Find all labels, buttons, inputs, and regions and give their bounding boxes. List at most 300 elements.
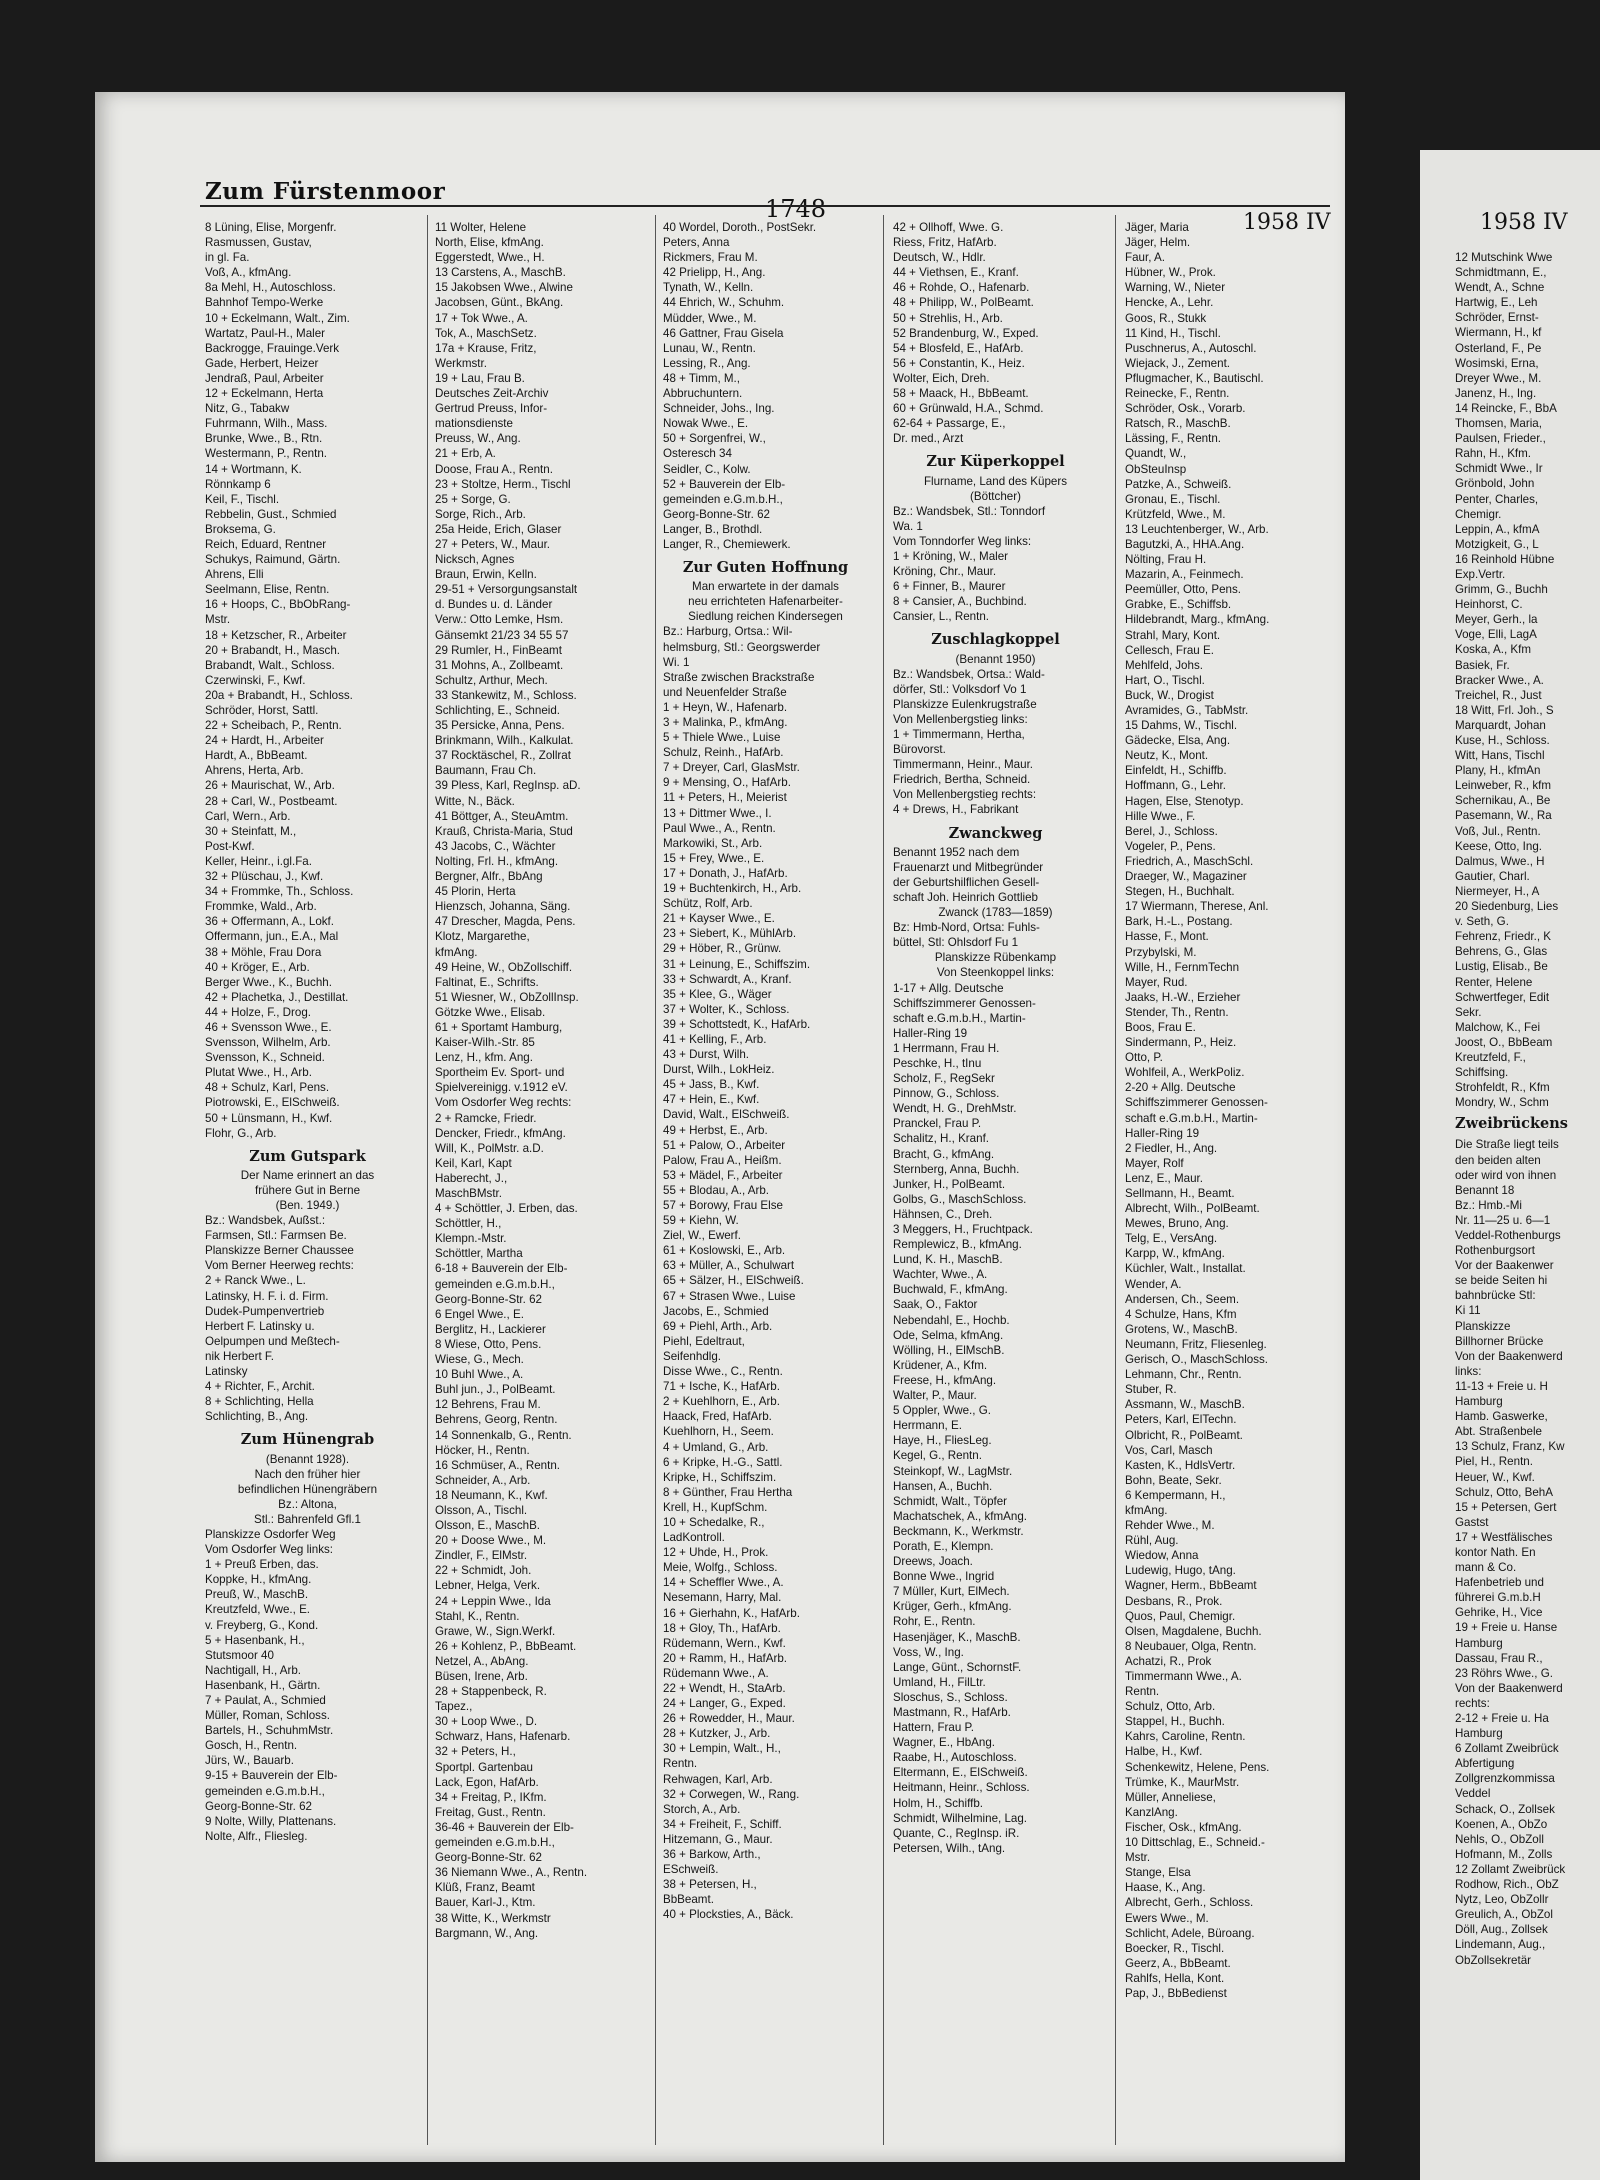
directory-entry: Nolte, Alfr., Fliesleg. bbox=[205, 1829, 308, 1843]
directory-entry: Keese, Otto, Ing. bbox=[1455, 839, 1543, 853]
directory-entry: Schmidtmann, E., bbox=[1455, 266, 1547, 280]
directory-entry: 24 + Langer, G., Exped. bbox=[663, 1697, 786, 1711]
directory-entry: 57 + Borowy, Frau Else bbox=[663, 1199, 783, 1212]
directory-entry: Bartels, H., SchuhmMstr. bbox=[205, 1724, 334, 1738]
directory-entry: Voß, A., kfmAng. bbox=[205, 266, 292, 280]
directory-entry: 44 + Holze, F., Drog. bbox=[205, 1005, 312, 1019]
directory-entry: 8 + Schlichting, Hella bbox=[205, 1395, 314, 1409]
directory-entry: gemeinden e.G.m.b.H., bbox=[663, 492, 783, 506]
directory-entry: kfmAng. bbox=[435, 945, 478, 959]
directory-entry: Reich, Eduard, Rentner bbox=[205, 537, 327, 551]
directory-entry: 39 Pless, Karl, RegInsp. aD. bbox=[435, 779, 581, 793]
directory-entry: Müdder, Wwe., M. bbox=[663, 311, 757, 325]
directory-entry: büttel, Stl: Ohlsdorf Fu 1 bbox=[893, 936, 1019, 950]
directory-entry: gemeinden e.G.m.b.H., bbox=[435, 1836, 555, 1850]
street-heading: Zum Gutspark bbox=[249, 1147, 366, 1165]
directory-entry: Wi. 1 bbox=[663, 655, 690, 669]
directory-entry: Schmidt, Walt., Töpfer bbox=[893, 1494, 1008, 1508]
directory-entry: 1 + Kröning, W., Maler bbox=[893, 549, 1009, 563]
directory-entry: Hähnsen, C., Dreh. bbox=[893, 1207, 993, 1221]
directory-entry: 6 + Finner, B., Maurer bbox=[893, 580, 1006, 594]
directory-entry: Geerz, A., BbBeamt. bbox=[1125, 1956, 1231, 1970]
directory-entry: Schröder, Osk., Vorarb. bbox=[1125, 402, 1246, 416]
directory-entry: Vom Osdorfer Weg links: bbox=[205, 1543, 334, 1557]
directory-entry: Planskizze bbox=[1455, 1319, 1511, 1333]
directory-entry: Schernikau, A., Be bbox=[1455, 794, 1551, 808]
directory-entry: 1 Herrmann, Frau H. bbox=[893, 1041, 1000, 1055]
directory-entry: Rodhow, Rich., ObZ bbox=[1455, 1878, 1559, 1892]
directory-entry: 19 + Freie u. Hanse bbox=[1455, 1621, 1558, 1635]
directory-entry: Paulsen, Frieder., bbox=[1455, 432, 1546, 446]
directory-entry: BbBeamt. bbox=[663, 1893, 714, 1907]
directory-entry: Nitz, G., Tabakw bbox=[205, 402, 290, 416]
directory-entry: Bark, H.-L., Postang. bbox=[1125, 915, 1233, 929]
directory-entry: 32 + Peters, H., bbox=[435, 1745, 516, 1759]
listing-column-3 bbox=[663, 220, 868, 1923]
directory-entry: Keil, F., Tischl. bbox=[205, 492, 280, 506]
directory-entry: 19 + Lau, Frau B. bbox=[435, 371, 525, 385]
directory-entry: Mazarin, A., Feinmech. bbox=[1125, 568, 1244, 582]
directory-entry: führerei G.m.b.H bbox=[1455, 1591, 1541, 1605]
directory-entry: Hille Wwe., F. bbox=[1125, 809, 1196, 823]
directory-entry: Bohn, Beate, Sekr. bbox=[1125, 1473, 1222, 1487]
directory-entry: Nowak Wwe., E. bbox=[663, 417, 749, 431]
directory-entry: Scholz, F., RegSekr bbox=[893, 1072, 995, 1086]
directory-entry: Pap, J., BbBedienst bbox=[1125, 1986, 1227, 2000]
listing-column-5 bbox=[1125, 220, 1325, 2001]
directory-entry: Nachtigall, H., Arb. bbox=[205, 1663, 302, 1677]
directory-entry: 40 Wordel, Doroth., PostSekr. bbox=[663, 221, 817, 234]
directory-entry: 4 + Schöttler, J. Erben, das. bbox=[435, 1202, 578, 1216]
directory-entry: Buhl jun., J., PolBeamt. bbox=[435, 1383, 556, 1397]
directory-entry: Osteresch 34 bbox=[663, 447, 732, 461]
directory-entry: Dreyer Wwe., M. bbox=[1455, 371, 1542, 385]
directory-entry: 42 + Ollhoff, Wwe. G. bbox=[893, 221, 1004, 234]
directory-entry: 46 + Svensson Wwe., E. bbox=[205, 1020, 332, 1034]
directory-entry: Dr. med., Arzt bbox=[893, 432, 964, 446]
directory-entry: Latinsky bbox=[205, 1365, 248, 1379]
directory-entry: 63 + Müller, A., Schulwart bbox=[663, 1259, 795, 1273]
directory-entry: Schiffszimmerer Genossen- bbox=[893, 996, 1036, 1010]
directory-entry: 40 + Kröger, E., Arb. bbox=[205, 960, 310, 974]
directory-entry: Von Mellenbergstieg rechts: bbox=[893, 788, 1037, 802]
directory-entry: in gl. Fa. bbox=[205, 251, 250, 265]
directory-entry: Haase, K., Ang. bbox=[1125, 1881, 1206, 1895]
directory-entry: Rahn, H., Kfm. bbox=[1455, 447, 1532, 461]
street-title-header: Zum Fürstenmoor bbox=[205, 178, 446, 205]
directory-entry: Von der Baakenwerd bbox=[1455, 1681, 1563, 1695]
directory-entry: Faur, A. bbox=[1125, 251, 1165, 265]
directory-entry: 28 + Stappenbeck, R. bbox=[435, 1685, 547, 1699]
directory-entry: Benannt 1952 nach dem bbox=[893, 845, 1020, 859]
directory-entry: Heitmann, Heinr., Schloss. bbox=[893, 1781, 1030, 1795]
directory-entry: Achatzi, R., Prok bbox=[1125, 1654, 1212, 1668]
directory-entry: 41 Böttger, A., SteuAmtm. bbox=[435, 809, 569, 823]
directory-entry: Neumann, Fritz, Fliesenleg. bbox=[1125, 1337, 1267, 1351]
directory-entry: Draeger, W., Magaziner bbox=[1125, 870, 1247, 884]
directory-entry: Greulich, A., ObZol bbox=[1455, 1908, 1553, 1922]
directory-entry: Nehls, O., ObZoll bbox=[1455, 1832, 1544, 1846]
directory-entry: Riess, Fritz, HafArb. bbox=[893, 236, 997, 250]
directory-entry: 2-20 + Allg. Deutsche bbox=[1125, 1081, 1236, 1095]
directory-entry: Vom Tonndorfer Weg links: bbox=[893, 534, 1032, 548]
directory-entry: Rahlfs, Hella, Kont. bbox=[1125, 1971, 1225, 1985]
directory-entry: Vor der Baakenwer bbox=[1455, 1259, 1554, 1273]
directory-entry: 23 Röhrs Wwe., G. bbox=[1455, 1666, 1553, 1680]
column-divider bbox=[883, 215, 884, 2145]
directory-entry: Ki 11 bbox=[1455, 1304, 1481, 1318]
directory-entry: Keller, Heinr., i.gl.Fa. bbox=[205, 854, 312, 868]
directory-entry: 10 + Schedalke, R., bbox=[663, 1515, 765, 1529]
directory-entry: 48 + Philipp, W., PolBeamt. bbox=[893, 296, 1034, 310]
directory-entry: Planskizze Berner Chaussee bbox=[205, 1244, 354, 1258]
directory-entry: 36 Niemann Wwe., A., Rentn. bbox=[435, 1866, 588, 1880]
directory-entry: Schiffsing. bbox=[1455, 1066, 1509, 1080]
directory-entry: Zwanck (1783—1859) bbox=[938, 906, 1053, 920]
directory-entry: Carl, Wern., Arb. bbox=[205, 809, 291, 823]
directory-entry: Planskizze Rübenkamp bbox=[934, 951, 1057, 965]
directory-entry: Motzigkeit, G., L bbox=[1455, 537, 1539, 551]
directory-entry: Tok, A., MaschSetz. bbox=[435, 326, 537, 340]
directory-entry: 4 Schulze, Hans, Kfm bbox=[1125, 1307, 1237, 1321]
directory-entry: Mewes, Bruno, Ang. bbox=[1125, 1217, 1229, 1231]
directory-entry: Bürovorst. bbox=[893, 743, 946, 757]
directory-entry: gemeinden e.G.m.b.H., bbox=[205, 1784, 325, 1798]
directory-entry: befindlichen Hünengräbern bbox=[237, 1482, 378, 1496]
directory-entry: Friedrich, A., MaschSchl. bbox=[1125, 854, 1254, 868]
directory-entry: 8 Wiese, Otto, Pens. bbox=[435, 1337, 542, 1351]
directory-entry: 41 + Kelling, F., Arb. bbox=[663, 1032, 767, 1046]
directory-entry: Ode, Selma, kfmAng. bbox=[893, 1328, 1004, 1342]
directory-entry: Gänsemkt 21/23 34 55 57 bbox=[435, 628, 569, 642]
directory-entry: Veddel bbox=[1455, 1787, 1491, 1801]
directory-entry: Peters, Anna bbox=[663, 236, 730, 250]
directory-entry: Bz: Hmb-Nord, Ortsa: Fuhls- bbox=[893, 921, 1040, 935]
directory-entry: Gronau, E., Tischl. bbox=[1125, 492, 1221, 506]
directory-entry: 13 + Dittmer Wwe., I. bbox=[663, 806, 772, 820]
directory-entry: Brabandt, Walt., Schloss. bbox=[205, 658, 335, 672]
directory-entry: Mehlfeld, Johs. bbox=[1125, 658, 1203, 672]
directory-entry: Petersen, Wilh., tAng. bbox=[893, 1841, 1006, 1855]
directory-entry: Bahnhof Tempo-Werke bbox=[205, 296, 324, 310]
directory-entry: 31 + Leinung, E., Schiffszim. bbox=[663, 957, 811, 971]
directory-entry: Gade, Herbert, Heizer bbox=[205, 356, 319, 370]
directory-entry: 52 + Bauverein der Elb- bbox=[663, 477, 786, 491]
directory-entry: Grönbold, John bbox=[1455, 477, 1535, 491]
directory-entry: 44 + Viethsen, E., Kranf. bbox=[893, 266, 1019, 280]
directory-entry: frühere Gut in Berne bbox=[254, 1183, 361, 1197]
directory-entry: 11-13 + Freie u. H bbox=[1455, 1379, 1548, 1393]
directory-entry: Friedrich, Bertha, Schneid. bbox=[893, 773, 1031, 787]
directory-entry: 1-17 + Allg. Deutsche bbox=[893, 981, 1004, 995]
directory-entry: Pasemann, W., Ra bbox=[1455, 809, 1552, 823]
directory-entry: 17a + Krause, Fritz, bbox=[435, 341, 537, 355]
directory-entry: Wohlfeil, A., WerkPoliz. bbox=[1125, 1066, 1245, 1080]
directory-entry: Andersen, Ch., Seem. bbox=[1125, 1292, 1240, 1306]
directory-entry: 48 + Timm, M., bbox=[663, 371, 740, 385]
directory-entry: Georg-Bonne-Str. 62 bbox=[435, 1851, 542, 1865]
directory-entry: Schulz, Reinh., HafArb. bbox=[663, 746, 784, 760]
directory-entry: Langer, R., Chemiewerk. bbox=[663, 537, 791, 551]
directory-entry: David, Walt., ElSchweiß. bbox=[663, 1108, 790, 1122]
directory-entry: helmsburg, Stl.: Georgswerder bbox=[663, 640, 821, 654]
directory-entry: Westermann, P., Rentn. bbox=[205, 447, 328, 461]
directory-entry: den beiden alten bbox=[1455, 1153, 1541, 1167]
directory-entry: Höcker, H., Rentn. bbox=[435, 1443, 530, 1457]
directory-entry: Sindermann, P., Heiz. bbox=[1125, 1036, 1237, 1050]
directory-entry: 10 Buhl Wwe., A. bbox=[435, 1368, 524, 1382]
directory-entry: Hübner, W., Prok. bbox=[1125, 266, 1216, 280]
directory-entry: Albrecht, Gerh., Schloss. bbox=[1125, 1896, 1254, 1910]
directory-entry: Von Mellenbergstieg links: bbox=[893, 712, 1028, 726]
directory-entry: Wolter, Eich, Dreh. bbox=[893, 371, 990, 385]
directory-entry: 3 + Malinka, P., kfmAng. bbox=[663, 716, 788, 729]
directory-entry: Hencke, A., Lehr. bbox=[1125, 296, 1214, 310]
directory-entry: Offermann, jun., E.A., Mal bbox=[205, 930, 339, 944]
directory-entry: Lässing, F., Rentn. bbox=[1125, 432, 1222, 446]
directory-entry: 21 + Erb, A. bbox=[435, 447, 496, 461]
column-divider bbox=[427, 215, 428, 2145]
directory-entry: Schmidt Wwe., Ir bbox=[1455, 462, 1543, 476]
directory-entry: 33 + Schwardt, A., Kranf. bbox=[663, 972, 792, 986]
directory-entry: Berger Wwe., K., Buchh. bbox=[205, 975, 332, 989]
directory-entry: 35 + Klee, G., Wäger bbox=[663, 987, 772, 1001]
directory-entry: Reinecke, F., Rentn. bbox=[1125, 387, 1230, 401]
directory-entry: Krützfeld, Wwe., M. bbox=[1125, 507, 1226, 521]
header-rule bbox=[200, 205, 1330, 207]
directory-entry: Bauer, Karl-J., Ktm. bbox=[435, 1896, 536, 1910]
directory-entry: Haller-Ring 19 bbox=[1125, 1126, 1200, 1140]
directory-entry: Hofmann, M., Zolls bbox=[1455, 1847, 1553, 1861]
directory-entry: Exp.Vertr. bbox=[1455, 567, 1506, 581]
directory-entry: 8a Mehl, H., Autoschloss. bbox=[205, 281, 336, 295]
directory-entry: Bz.: Wandsbek, Ortsa.: Wald- bbox=[893, 667, 1045, 681]
directory-entry: 34 + Freiheit, F., Schiff. bbox=[663, 1817, 782, 1831]
directory-entry: 18 + Gloy, Th., HafArb. bbox=[663, 1621, 781, 1635]
directory-entry: Warning, W., Nieter bbox=[1125, 281, 1226, 295]
directory-entry: Wölling, H., ElMschB. bbox=[893, 1343, 1005, 1357]
directory-entry: Leinweber, R., kfm bbox=[1455, 779, 1552, 793]
directory-entry: 1 + Heyn, W., Hafenarb. bbox=[663, 700, 788, 714]
directory-entry: Quandt, W., bbox=[1125, 447, 1187, 461]
directory-entry: Pinnow, G., Schloss. bbox=[893, 1087, 1000, 1101]
directory-entry: 13 Leuchtenberger, W., Arb. bbox=[1125, 522, 1269, 536]
directory-entry: 12 + Eckelmann, Herta bbox=[205, 387, 324, 401]
directory-entry: Backrogge, Frauinge.Verk bbox=[205, 341, 340, 355]
directory-entry: Krüdener, A., Kfm. bbox=[893, 1358, 988, 1372]
directory-entry: Albrecht, Wilh., PolBeamt. bbox=[1125, 1202, 1260, 1216]
directory-entry: 32 + Plüschau, J., Kwf. bbox=[205, 870, 324, 884]
directory-entry: Straße zwischen Brackstraße bbox=[663, 670, 815, 684]
directory-entry: Wartatz, Paul-H., Maler bbox=[205, 326, 326, 340]
directory-entry: Lenz, H., kfm. Ang. bbox=[435, 1051, 533, 1065]
directory-entry: 17 + Westfälisches bbox=[1455, 1530, 1553, 1544]
directory-entry: Stappel, H., Buchh. bbox=[1125, 1715, 1225, 1729]
directory-entry: 37 + Wolter, K., Schloss. bbox=[663, 1002, 790, 1016]
directory-entry: 36 + Offermann, A., Lokf. bbox=[205, 915, 335, 929]
directory-entry: 52 Brandenburg, W., Exped. bbox=[893, 326, 1039, 340]
directory-entry: Gastst bbox=[1455, 1515, 1489, 1529]
directory-entry: Grimm, G., Buchh bbox=[1455, 583, 1548, 597]
directory-entry: Schöttler, H., bbox=[435, 1217, 502, 1231]
directory-entry: 69 + Piehl, Arth., Arb. bbox=[663, 1319, 773, 1333]
directory-entry: (Benannt 1950) bbox=[955, 652, 1036, 666]
directory-entry: Boecker, R., Tischl. bbox=[1125, 1941, 1225, 1955]
directory-entry: 51 Wiesner, W., ObZollInsp. bbox=[435, 990, 579, 1004]
directory-entry: 9 + Mensing, O., HafArb. bbox=[663, 776, 791, 790]
directory-entry: Raabe, H., Autoschloss. bbox=[893, 1751, 1017, 1765]
directory-entry: 48 + Schulz, Karl, Pens. bbox=[205, 1081, 330, 1095]
directory-entry: 20a + Brabandt, H., Schloss. bbox=[205, 688, 353, 702]
directory-entry: Storch, A., Arb. bbox=[663, 1802, 741, 1816]
directory-entry: Gosch, H., Rentn. bbox=[205, 1739, 298, 1753]
adjacent-page-column bbox=[1455, 250, 1600, 1968]
directory-entry: links: bbox=[1455, 1364, 1482, 1378]
directory-entry: Spielvereinigg. v.1912 eV. bbox=[435, 1081, 568, 1095]
directory-entry: Lehmann, Chr., Rentn. bbox=[1125, 1368, 1242, 1382]
directory-entry: Bagutzki, A., HHA.Ang. bbox=[1125, 537, 1245, 551]
directory-entry: 33 Stankewitz, M., Schloss. bbox=[435, 688, 577, 702]
directory-entry: Hattern, Frau P. bbox=[893, 1721, 974, 1735]
directory-entry: Bz.: Wandsbek, Außst.: bbox=[205, 1214, 326, 1228]
directory-entry: Disse Wwe., C., Rentn. bbox=[663, 1365, 783, 1379]
directory-entry: mann & Co. bbox=[1455, 1561, 1517, 1575]
page-number: 1748 bbox=[765, 195, 827, 223]
directory-entry: 2-12 + Freie u. Ha bbox=[1455, 1712, 1549, 1725]
directory-entry: Billhorner Brücke bbox=[1455, 1334, 1544, 1348]
directory-entry: Schöttler, Martha bbox=[435, 1247, 523, 1261]
directory-entry: Küchler, Walt., Installat. bbox=[1125, 1262, 1246, 1276]
directory-entry: Schlichting, E., Schneid. bbox=[435, 704, 561, 717]
directory-entry: Bergner, Alfr., BbAng bbox=[435, 870, 543, 884]
directory-entry: Cellesch, Frau E. bbox=[1125, 643, 1214, 657]
directory-entry: Mstr. bbox=[205, 613, 231, 627]
directory-entry: Mayer, Rolf bbox=[1125, 1156, 1184, 1170]
directory-entry: Buck, W., Drogist bbox=[1125, 688, 1214, 702]
directory-entry: gemeinden e.G.m.b.H., bbox=[435, 1277, 555, 1291]
directory-entry: Gehrike, H., Vice bbox=[1455, 1606, 1543, 1620]
directory-entry: Neutz, K., Mont. bbox=[1125, 749, 1209, 763]
directory-entry: Preuß, W., MaschB. bbox=[205, 1588, 309, 1602]
directory-entry: schaft e.G.m.b.H., Martin- bbox=[893, 1011, 1026, 1025]
directory-entry: Heinhorst, C. bbox=[1455, 598, 1523, 612]
directory-entry: Stegen, H., Buchhalt. bbox=[1125, 885, 1235, 899]
street-heading: Zur Guten Hoffnung bbox=[682, 559, 849, 577]
directory-entry: Peters, Karl, ElTechn. bbox=[1125, 1413, 1237, 1427]
directory-entry: 50 + Strehlis, H., Arb. bbox=[893, 311, 1003, 325]
directory-entry: Bonne Wwe., Ingrid bbox=[893, 1570, 995, 1584]
directory-entry: Koenen, A., ObZo bbox=[1455, 1817, 1548, 1831]
directory-entry: Von der Baakenwerd bbox=[1455, 1349, 1563, 1363]
directory-entry: Wiese, G., Mech. bbox=[435, 1353, 524, 1367]
street-heading: Zuschlagkoppel bbox=[931, 631, 1060, 649]
directory-entry: Von Steenkoppel links: bbox=[936, 966, 1055, 980]
directory-entry: Rentn. bbox=[1125, 1685, 1160, 1699]
directory-entry: Junker, H., PolBeamt. bbox=[893, 1177, 1006, 1191]
directory-entry: schaft Joh. Heinrich Gottlieb bbox=[893, 890, 1038, 904]
directory-entry: Bracker Wwe., A. bbox=[1455, 673, 1544, 687]
directory-entry: Jendraß, Paul, Arbeiter bbox=[205, 371, 324, 385]
directory-entry: Nytz, Leo, ObZollr bbox=[1455, 1893, 1549, 1907]
directory-entry: Tapez., bbox=[435, 1700, 473, 1714]
street-heading: Zweibrückens bbox=[1455, 1115, 1568, 1133]
directory-entry: Nr. 11—25 u. 6—1 bbox=[1455, 1213, 1551, 1227]
directory-entry: 14 Sonnenkalb, G., Rentn. bbox=[435, 1428, 572, 1442]
street-heading: Zwanckweg bbox=[948, 824, 1043, 842]
directory-entry: Eltermann, E., ElSchweiß. bbox=[893, 1766, 1028, 1780]
directory-entry: 16 + Gierhahn, K., HafArb. bbox=[663, 1606, 800, 1620]
directory-entry: Flurname, Land des Küpers bbox=[923, 474, 1068, 488]
directory-entry: 7 + Dreyer, Carl, GlasMstr. bbox=[663, 761, 800, 775]
directory-entry: Schiffszimmerer Genossen- bbox=[1125, 1096, 1268, 1110]
directory-entry: 21 + Kayser Wwe., E. bbox=[663, 912, 775, 926]
directory-entry: 11 Wolter, Helene bbox=[435, 221, 527, 234]
directory-entry: 30 + Lempin, Walt., H., bbox=[663, 1742, 781, 1756]
directory-entry: 65 + Sälzer, H., ElSchweiß. bbox=[663, 1274, 804, 1288]
directory-entry: Netzel, A., AbAng. bbox=[435, 1654, 529, 1668]
directory-entry: 13 Carstens, A., MaschB. bbox=[435, 266, 566, 280]
directory-entry: Rühl, Aug. bbox=[1125, 1534, 1179, 1548]
directory-entry: Olsen, Magdalene, Buchh. bbox=[1125, 1624, 1262, 1638]
directory-entry: Quante, C., RegInsp. iR. bbox=[893, 1826, 1020, 1840]
directory-entry: Umland, H., FilLtr. bbox=[893, 1675, 986, 1689]
directory-entry: Deutsches Zeit-Archiv bbox=[435, 387, 549, 401]
directory-entry: 5 + Hasenbank, H., bbox=[205, 1633, 305, 1647]
directory-entry: Seelmann, Elise, Rentn. bbox=[205, 583, 330, 597]
directory-entry: 4 + Richter, F., Archit. bbox=[205, 1380, 315, 1394]
directory-entry: Abbruchuntern. bbox=[663, 387, 743, 401]
directory-entry: Klotz, Margarethe, bbox=[435, 930, 530, 944]
directory-entry: Voß, Jul., Rentn. bbox=[1455, 824, 1541, 838]
directory-entry: Georg-Bonne-Str. 62 bbox=[663, 507, 770, 521]
directory-entry: Hardt, A., BbBeamt. bbox=[205, 749, 308, 763]
directory-entry: Schwertfeger, Edit bbox=[1455, 990, 1550, 1004]
directory-entry: Lebner, Helga, Verk. bbox=[435, 1579, 541, 1593]
directory-entry: Bz.: Altona, bbox=[278, 1497, 337, 1511]
directory-entry: Schack, O., Zollsek bbox=[1455, 1802, 1555, 1816]
directory-entry: Schütz, Rolf, Arb. bbox=[663, 897, 753, 911]
directory-entry: 45 + Jass, B., Kwf. bbox=[663, 1078, 760, 1092]
directory-entry: der Geburtshilflichen Gesell- bbox=[893, 875, 1040, 889]
directory-entry: Zindler, F., ElMstr. bbox=[435, 1549, 528, 1563]
directory-entry: Heuer, W., Kwf. bbox=[1455, 1470, 1535, 1484]
directory-entry: 29-51 + Versorgungsanstalt bbox=[435, 583, 578, 597]
directory-entry: Hagen, Else, Stenotyp. bbox=[1125, 794, 1244, 808]
directory-entry: Farmsen, Stl.: Farmsen Be. bbox=[205, 1229, 347, 1243]
directory-entry: kontor Nath. En bbox=[1455, 1545, 1536, 1559]
directory-entry: Hienzsch, Johanna, Säng. bbox=[435, 900, 571, 914]
directory-entry: (Ben. 1949.) bbox=[275, 1199, 340, 1212]
directory-entry: Haye, H., FliesLeg. bbox=[893, 1434, 992, 1448]
directory-entry: Vom Berner Heerweg rechts: bbox=[205, 1259, 354, 1273]
directory-entry: Abfertigung bbox=[1455, 1757, 1515, 1771]
directory-entry: Renter, Helene bbox=[1455, 975, 1533, 989]
directory-entry: 2 + Ranck Wwe., L. bbox=[205, 1274, 306, 1288]
directory-entry: Dencker, Friedr., kfmAng. bbox=[435, 1126, 566, 1140]
directory-entry: Timmermann Wwe., A. bbox=[1125, 1670, 1242, 1683]
directory-entry: Eggerstedt, Wwe., H. bbox=[435, 251, 545, 265]
directory-entry: 46 + Rohde, O., Hafenarb. bbox=[893, 281, 1030, 295]
directory-entry: Voss, W., Ing. bbox=[893, 1645, 964, 1659]
directory-entry: Hamburg bbox=[1455, 1636, 1503, 1650]
directory-entry: Rüdemann Wwe., A. bbox=[663, 1666, 769, 1680]
directory-entry: Man erwartete in der damals bbox=[692, 580, 839, 594]
directory-entry: Hasse, F., Mont. bbox=[1125, 930, 1209, 944]
directory-entry: Quos, Paul, Chemigr. bbox=[1125, 1609, 1236, 1623]
directory-entry: Strahl, Mary, Kont. bbox=[1125, 628, 1221, 642]
directory-entry: 71 + Ische, K., HafArb. bbox=[663, 1380, 780, 1394]
directory-entry: Herrmann, E. bbox=[893, 1419, 962, 1433]
